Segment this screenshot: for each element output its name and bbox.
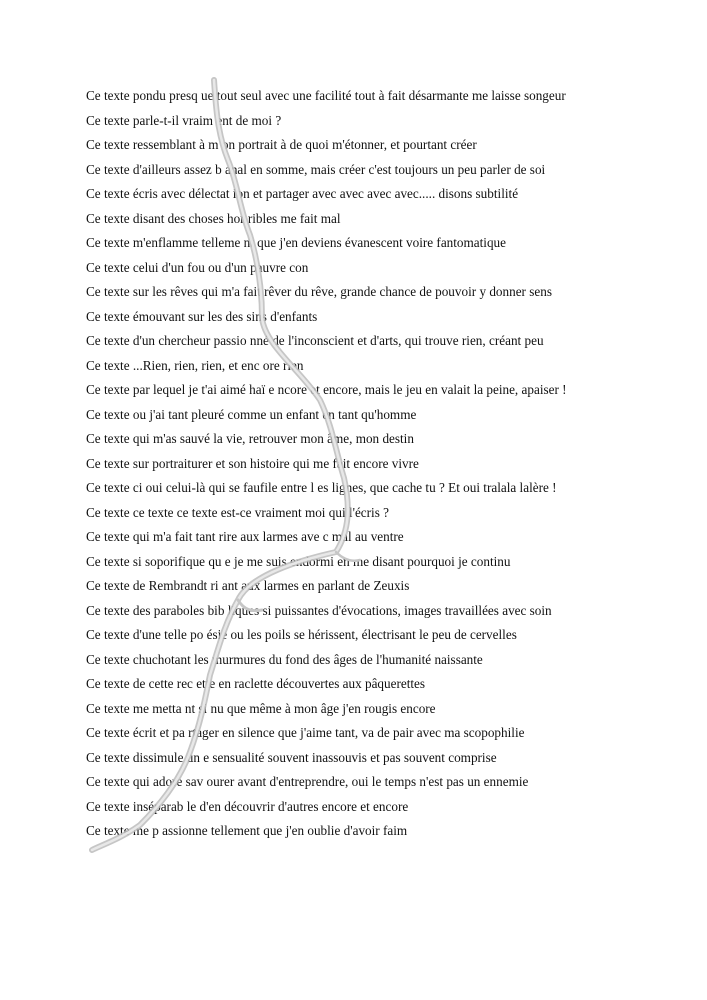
poem-line: Ce texte émouvant sur les des sins d'enfants — [86, 308, 318, 324]
poem-line: Ce texte parle-t-il vraim ent de moi ? — [86, 112, 282, 128]
poem-line: Ce texte qui adore sav ourer avant d'entreprendre, oui le temps n'est pas un ennemie — [86, 774, 529, 789]
poem-line: Ce texte si soporifique qu e je me suis endormi en me disant pourquoi je continu — [86, 553, 511, 569]
poem-line: Ce texte sur les rêves qui m'a fait rêver du rêve, grande chance de pouvoir y donner sens — [86, 284, 552, 299]
poem-line: Ce texte des paraboles bib liques si puissantes d'évocations, images travaillées avec soin — [86, 602, 552, 618]
poem-line: Ce texte m'enflamme telleme nt que j'en deviens évanescent voire fantomatique — [86, 235, 506, 250]
poem-line: Ce texte écrit et pa rtager en silence que j'aime tant, va de pair avec ma scopophilie — [86, 725, 525, 740]
poem-line: Ce texte disant des choses hor ribles me fait mal — [86, 210, 341, 226]
poem-line: Ce texte ci oui celui-là qui se faufile entre l es lignes, que cache tu ? Et oui tralala lalère ! — [86, 480, 557, 495]
poem-line: Ce texte pondu presq ue tout seul avec une facilité tout à fait désarmante me laisse songeur — [86, 88, 566, 103]
poem-line: Ce texte qui m'as sauvé la vie, retrouver mon âme, mon destin — [86, 431, 414, 446]
poem-line: Ce texte celui d'un fou ou d'un pauvre con — [86, 259, 309, 275]
poem-line: Ce texte me p assionne tellement que j'en oublie d'avoir faim — [86, 823, 408, 838]
poem-line: Ce texte chuchotant les murmures du fond des âges de l'humanité naissante — [86, 651, 483, 667]
poem-line: Ce texte ...Rien, rien, rien, et enc ore rien — [86, 357, 304, 373]
poem-line: Ce texte ce texte ce texte est-ce vraiment moi qui l'écris ? — [86, 504, 389, 520]
poem-line: Ce texte d'ailleurs assez b anal en somme, mais créer c'est toujours un peu parler de soi — [86, 161, 546, 177]
poem-line: Ce texte ressemblant à m on portrait à de quoi m'étonner, et pourtant créer — [86, 137, 477, 152]
poem-line: Ce texte écris avec délectat ion et partager avec avec avec avec..... disons subtilité — [86, 186, 519, 201]
poem-line: Ce texte qui m'a fait tant rire aux larmes ave c mal au ventre — [86, 529, 404, 544]
poem-line: Ce texte de cette rec ette en raclette découvertes aux pâquerettes — [86, 676, 426, 691]
poem-line: Ce texte inséparab le d'en découvrir d'autres encore et encore — [86, 798, 409, 814]
poem-line: Ce texte d'une telle po ésie ou les poils se hérissent, électrisant le peu de cervelles — [86, 627, 517, 642]
poem-line: Ce texte ou j'ai tant pleuré comme un enfant en tant qu'homme — [86, 406, 417, 422]
poem-text — [86, 84, 686, 844]
poem-line: Ce texte de Rembrandt ri ant aux larmes en parlant de Zeuxis — [86, 578, 410, 593]
poem-line: Ce texte par lequel je t'ai aimé haï e ncore et encore, mais le jeu en valait la peine, apaiser ! — [86, 382, 567, 397]
poem-line: Ce texte d'un chercheur passio nné de l'inconscient et d'arts, qui trouve rien, créant peu — [86, 333, 544, 348]
poem-line: Ce texte me metta nt si nu que même à mon âge j'en rougis encore — [86, 700, 436, 716]
poem-line: Ce texte dissimule un e sensualité souvent inassouvis et pas souvent comprise — [86, 749, 497, 765]
poem-line: Ce texte sur portraiturer et son histoire qui me fait encore vivre — [86, 455, 419, 471]
